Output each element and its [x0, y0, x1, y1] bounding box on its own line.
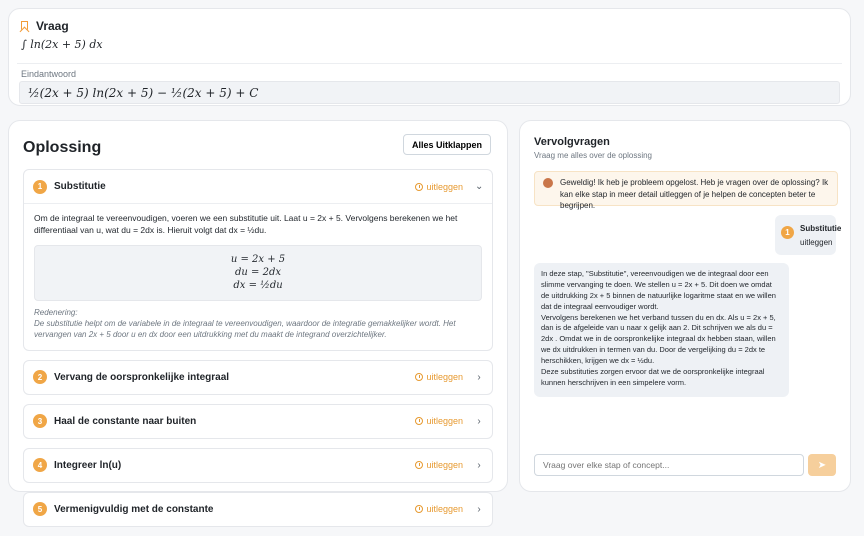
step-4-header[interactable] [24, 449, 492, 482]
chevron-right-icon[interactable]: › [477, 415, 481, 427]
followup-title: Vervolgvragen [534, 136, 610, 148]
math-line: du = 2dx [235, 267, 281, 279]
math-block [34, 245, 482, 301]
step-1-header[interactable] [24, 170, 492, 203]
step-number: 5 [33, 502, 47, 516]
chevron-right-icon[interactable]: › [477, 503, 481, 515]
step-number: 2 [33, 370, 47, 384]
solution-title: Oplossing [23, 139, 102, 156]
expand-all-button[interactable]: Alles Uitklappen [403, 134, 491, 155]
final-answer-label: Eindantwoord [21, 69, 77, 79]
bookmark-icon [21, 21, 28, 31]
explain-button[interactable] [415, 460, 463, 470]
final-answer: ½(2x + 5) ln(2x + 5) − ½(2x + 5) + C [19, 81, 840, 104]
bot-message-text: Geweldig! Ik heb je probleem opgelost. Heb je vragen over de oplossing? Ik kan elke stap in meer detail uitleggen of je helpen de concepten beter te begrijpen. [560, 178, 829, 211]
clock-icon [415, 505, 423, 513]
explain-label: uitleggen [426, 416, 463, 427]
step-1-text: Om de integraal te vereenvoudigen, voeren we een substitutie uit. Laat u = 2x + 5. Vervolgens berekenen we het differentiaal van u, wat du = 2dx is. Hieruit volgt dat dx = ½du. [34, 213, 458, 236]
chevron-right-icon[interactable]: › [477, 371, 481, 383]
step-2-header[interactable] [24, 361, 492, 394]
step-number: 1 [33, 180, 47, 194]
steps-list [23, 169, 493, 536]
explain-button[interactable] [415, 372, 463, 382]
followup-card [519, 120, 851, 492]
followup-input-row [534, 454, 836, 476]
followup-subtitle: Vraag me alles over de oplossing [534, 151, 652, 160]
step-title: Vermenigvuldig met de constante [54, 503, 214, 515]
step-number: 1 [781, 226, 794, 239]
explain-button[interactable] [415, 416, 463, 426]
clock-icon [415, 183, 423, 191]
reasoning-text: De substitutie helpt om de variabele in de integraal te vereenvoudigen, waardoor de integratie gemakkelijker wordt. Het vervangen van 2x + 5 door u en dx door een uitdrukking met du maakt de integrand overzichtelijker. [34, 319, 456, 340]
step-number: 4 [33, 458, 47, 472]
explain-label: uitleggen [426, 372, 463, 383]
question-title: Vraag [36, 19, 69, 33]
step-title: Substitutie [54, 181, 106, 192]
chevron-right-icon[interactable]: › [477, 459, 481, 471]
step-5-header[interactable] [24, 493, 492, 526]
send-icon: ➤ [817, 459, 827, 471]
question-expression: ∫ ln(2x + 5) dx [21, 38, 103, 51]
user-message-title: Substitutie [800, 224, 842, 233]
bot-message [534, 171, 838, 211]
user-message [775, 215, 842, 255]
step-3 [23, 404, 493, 439]
assistant-answer [534, 263, 789, 397]
send-button[interactable] [808, 454, 836, 476]
step-3-header[interactable] [24, 405, 492, 438]
step-5 [23, 492, 493, 527]
step-number: 3 [33, 414, 47, 428]
clock-icon [415, 373, 423, 381]
math-line: u = 2x + 5 [230, 254, 286, 266]
explain-button[interactable] [415, 504, 463, 514]
step-2 [23, 360, 493, 395]
step-title: Integreer ln(u) [54, 459, 122, 471]
followup-input[interactable] [534, 454, 804, 476]
step-1 [23, 169, 493, 351]
explain-label: uitleggen [426, 181, 463, 192]
clock-icon [415, 461, 423, 469]
solution-card [8, 120, 508, 515]
user-message-action: uitleggen [800, 237, 833, 247]
question-header [21, 19, 69, 33]
step-title: Vervang de oorspronkelijke integraal [54, 371, 230, 383]
step-1-body [24, 203, 492, 350]
step-title: Haal de constante naar buiten [54, 415, 197, 427]
assistant-answer-text: In deze stap, "Substitutie", vereenvoudigen we de integraal door een slimme vervanging te doen. We stellen u = 2x + 5. Dit doen we omdat de uitdrukking 2x + 5 binnen de natuurlijke logaritme staat en we willen dat de integraal eenvoudiger wordt. Vervolgens berekenen we het verband tussen du en dx. Als u = 2x + 5, dan is de afgeleide van u naar x gelijk aan 2. Dit schrijven we als du = 2dx . Omdat we in de oorspronkelijke integraal dx hebben staan, willen we dx uitdrukken in termen van du. Door de vergelijking du = 2dx te herschikken, krijgen we dx = ½du. Deze substituties zorgen ervoor dat we de oorspronkelijke integraal kunnen herschrijven in een simpelere vorm. [541, 269, 776, 387]
explain-label: uitleggen [426, 460, 463, 471]
user-message-text [800, 222, 841, 249]
chevron-down-icon[interactable]: ⌄ [475, 181, 484, 192]
divider [17, 63, 842, 64]
question-card [8, 8, 851, 106]
avatar [543, 178, 553, 188]
clock-icon [415, 417, 423, 425]
step-4 [23, 448, 493, 483]
explain-label: uitleggen [426, 504, 463, 515]
explain-button[interactable] [415, 182, 463, 192]
reasoning-label: Redenering: [34, 307, 78, 317]
math-line: dx = ½du [233, 280, 283, 292]
